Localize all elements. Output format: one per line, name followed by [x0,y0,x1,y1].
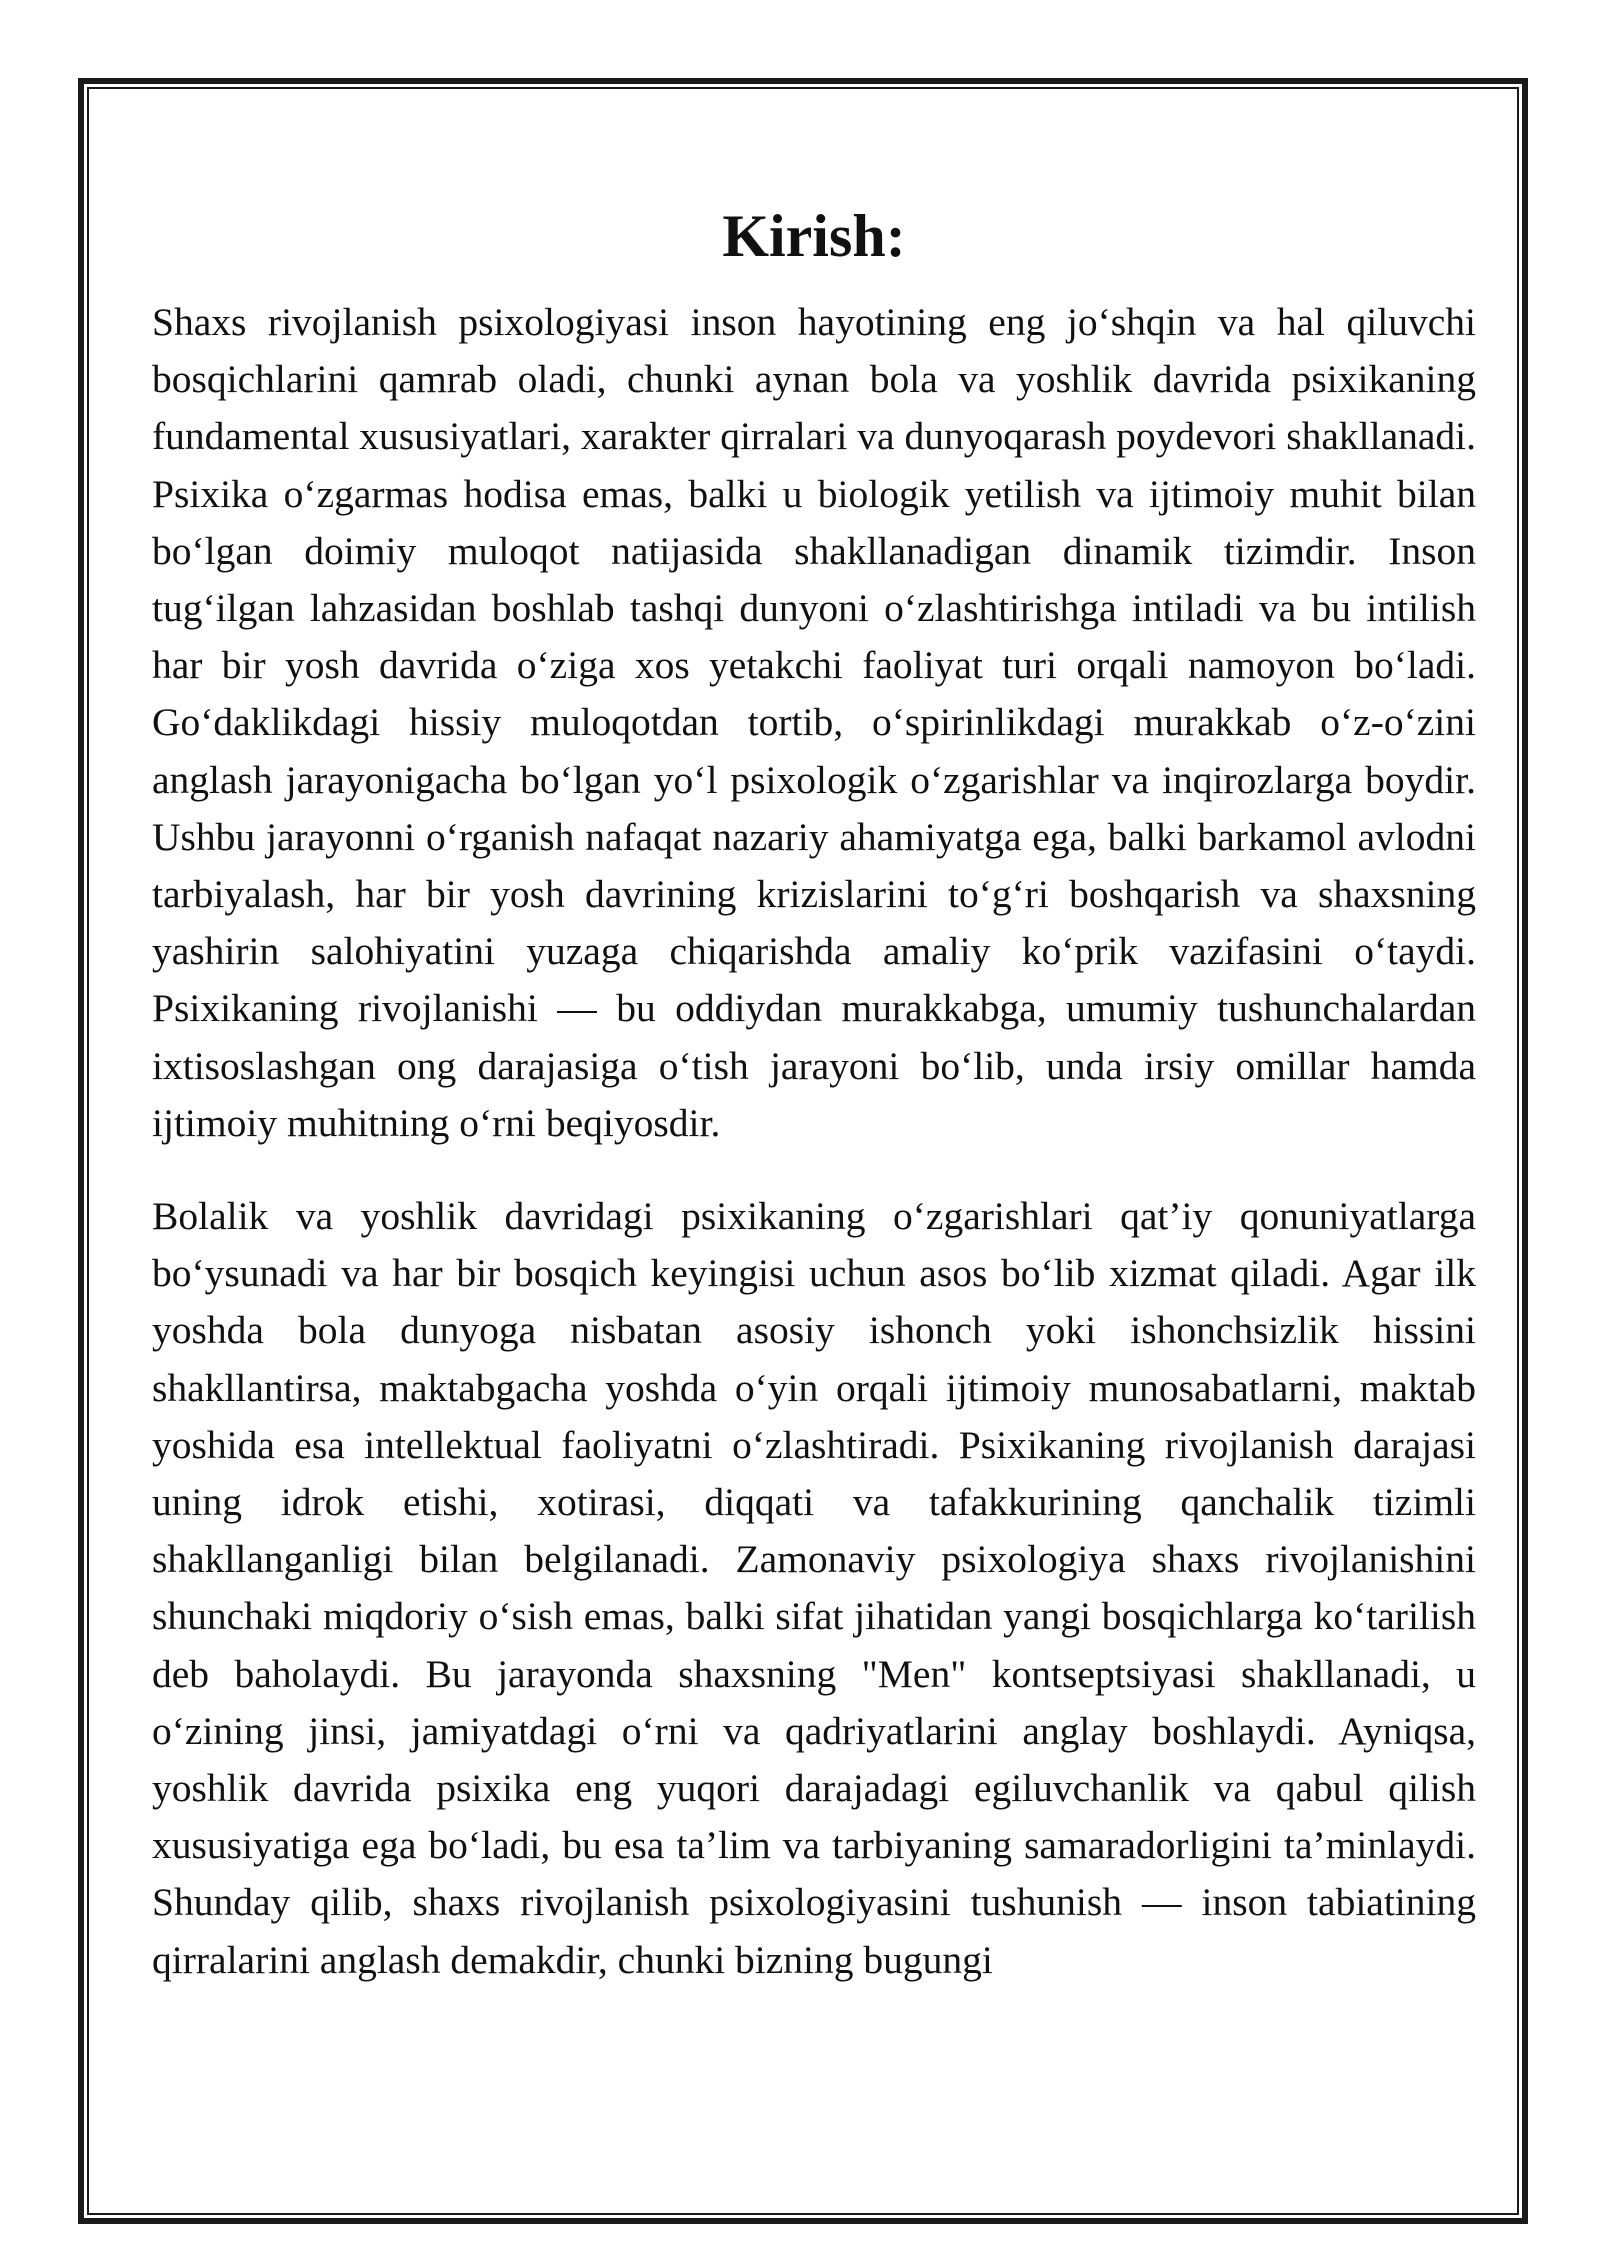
paragraph-1: Shaxs rivojlanish psixologiyasi inson hayotining eng jo‘shqin va hal qiluvchi bosqichlarini qamrab oladi, chunki aynan bola va yoshlik davrida psixikaning fundamental xususiyatlari, xarakter qirralari va dunyoqarash poydevori shakllanadi. Psixika o‘zgarmas hodisa emas, balki u biologik yetilish va ijtimoiy muhit bilan bo‘lgan doimiy muloqot natijasida shakllanadigan dinamik tizimdir. Inson tug‘ilgan lahzasidan boshlab tashqi dunyoni o‘zlashtirishga intiladi va bu intilish har bir yosh davrida o‘ziga xos yetakchi faoliyat turi orqali namoyon bo‘ladi. Go‘daklikdagi hissiy muloqotdan tortib, o‘spirinlikdagi murakkab o‘z-o‘zini anglash jarayonigacha bo‘lgan yo‘l psixologik o‘zgarishlar va inqirozlarga boydir. Ushbu jarayonni o‘rganish nafaqat nazariy ahamiyatga ega, balki barkamol avlodni tarbiyalash, har bir yosh davrining krizislarini to‘g‘ri boshqarish va shaxsning yashirin salohiyatini yuzaga chiqarishda amaliy ko‘prik vazifasini o‘taydi. Psixikaning rivojlanishi — bu oddiydan murakkabga, umumiy tushunchalardan ixtisoslashgan ong darajasiga o‘tish jarayoni bo‘lib, unda irsiy omillar hamda ijtimoiy muhitning o‘rni beqiyosdir. [152,300,1476,1145]
paragraph-2: Bolalik va yoshlik davridagi psixikaning o‘zgarishlari qat’iy qonuniyatlarga bo‘ysunadi va har bir bosqich keyingisi uchun asos bo‘lib xizmat qiladi. Agar ilk yoshda bola dunyoga nisbatan asosiy ishonch yoki ishonchsizlik hissini shakllantirsa, maktabgacha yoshda o‘yin orqali ijtimoiy munosabatlarni, maktab yoshida esa intellektual faoliyatni o‘zlashtiradi. Psixikaning rivojlanish darajasi uning idrok etishi, xotirasi, diqqati va tafakkurining qanchalik tizimli shakllanganligi bilan belgilanadi. Zamonaviy psixologiya shaxs rivojlanishini shunchaki miqdoriy o‘sish emas, balki sifat jihatidan yangi bosqichlarga ko‘tarilish deb baholaydi. Bu jarayonda shaxsning "Men" kontseptsiyasi shakllanadi, u o‘zining jinsi, jamiyatdagi o‘rni va qadriyatlarini anglay boshlaydi. Ayniqsa, yoshlik davrida psixika eng yuqori darajadagi egiluvchanlik va qabul qilish xususiyatiga ega bo‘ladi, bu esa ta’lim va tarbiyaning samaradorligini ta’minlaydi. Shunday qilib, shaxs rivojlanish psixologiyasini tushunish — inson tabiatining qirralarini anglash demakdir, chunki bizning bugungi [152,1194,1476,1982]
document-body [152,200,1476,2025]
page-title: Kirish: [722,203,906,269]
